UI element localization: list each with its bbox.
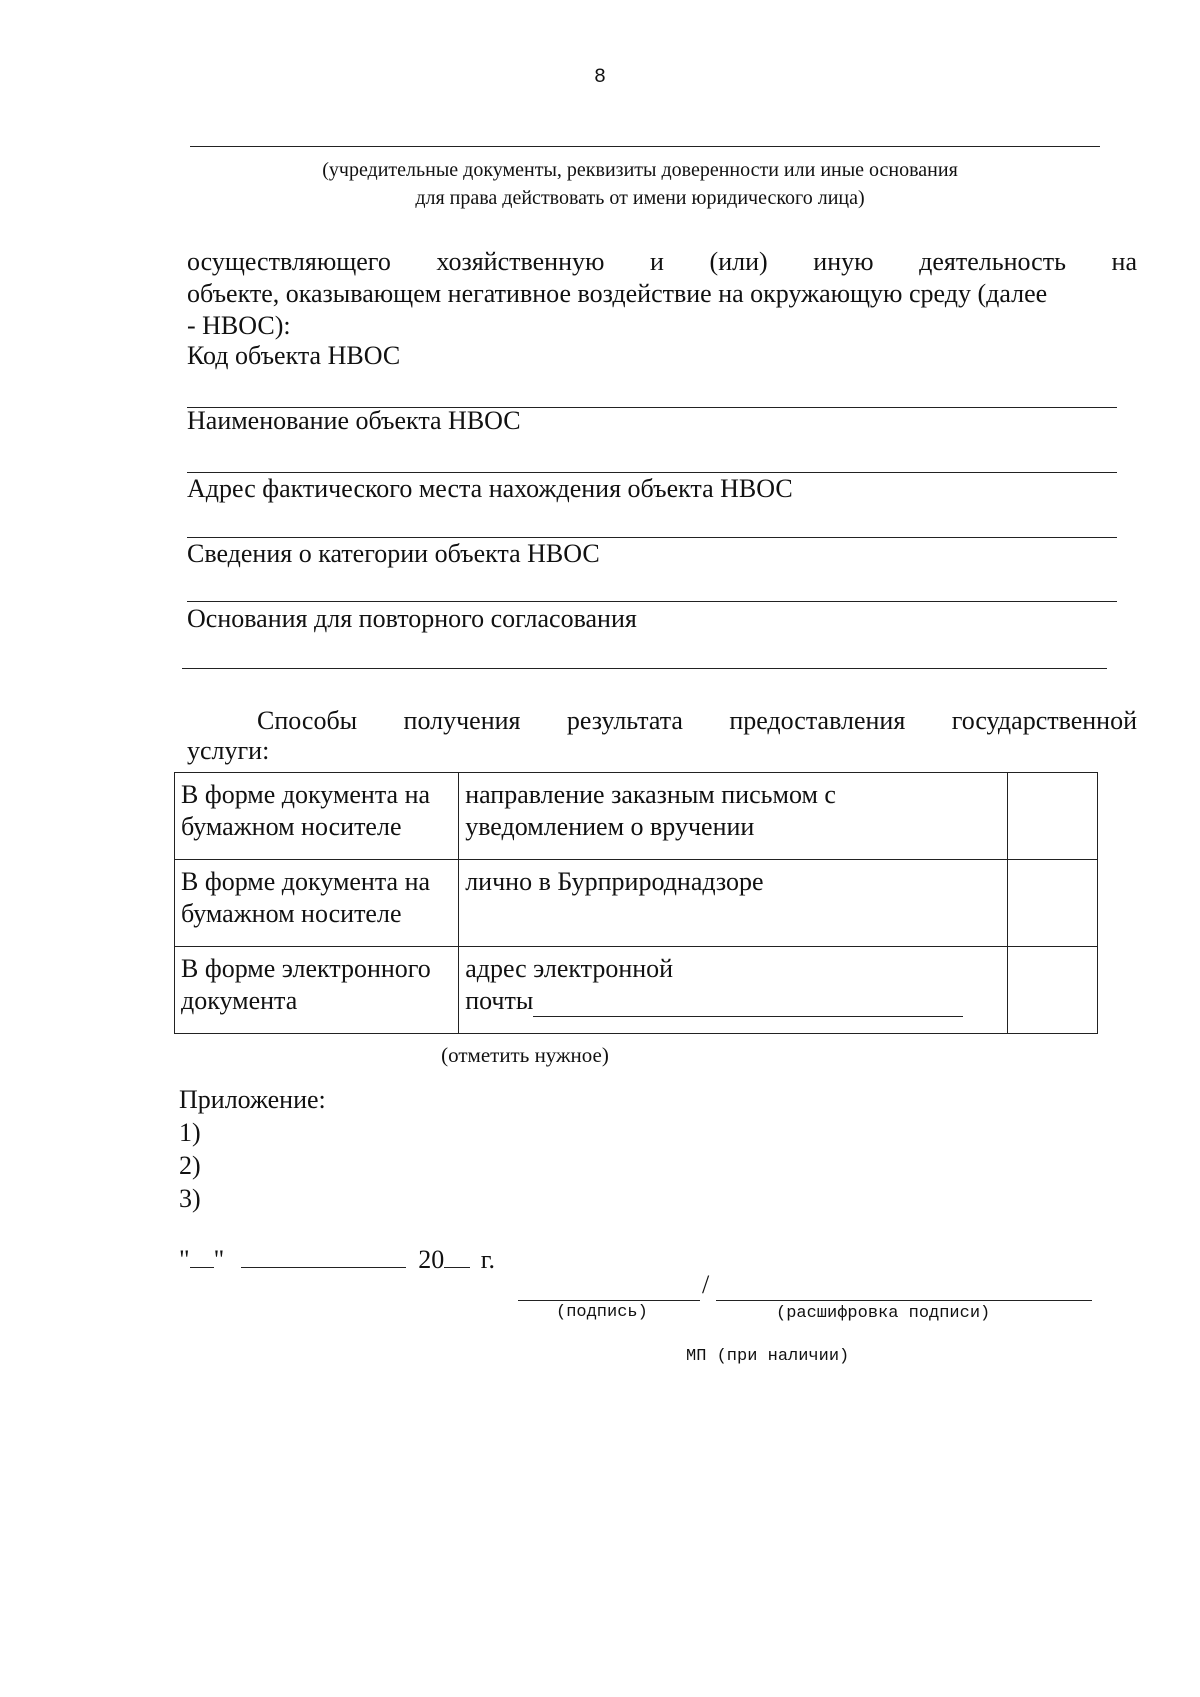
attachment-item: 2) (179, 1151, 201, 1180)
attachment-item: 3) (179, 1184, 201, 1213)
page-number: 8 (593, 66, 606, 89)
email-label-line1: адрес электронной (465, 954, 674, 983)
object-category-label: Сведения о категории объекта НВОС (187, 539, 600, 568)
object-name-label: Наименование объекта НВОС (187, 406, 521, 435)
reapproval-basis-label: Основания для повторного согласования (187, 604, 637, 633)
intro-line1: осуществляющего хозяйственную и (или) иную деятельность на (187, 247, 1137, 276)
signature-line[interactable] (518, 1300, 700, 1301)
year-blank[interactable] (444, 1243, 470, 1268)
result-methods-table (174, 772, 1098, 1034)
signature-slash: / (702, 1270, 710, 1299)
basis-blank-line[interactable] (190, 146, 1100, 147)
methods-heading (187, 706, 1137, 766)
object-code-label: Код объекта НВОС (187, 341, 401, 370)
methods-heading-line2: услуги: (187, 736, 270, 765)
attachments-title: Приложение: (179, 1085, 326, 1114)
year-prefix: 20 (418, 1245, 445, 1274)
table-row (175, 947, 1098, 1034)
basis-caption-line2: для права действовать от имени юридического лица) (415, 187, 865, 209)
checkbox-cell[interactable] (1008, 860, 1098, 947)
method-cell: лично в Бурприроднадзоре (459, 860, 1008, 947)
form-cell: В форме документа на бумажном носителе (175, 773, 459, 860)
reapproval-basis-line[interactable] (182, 668, 1107, 669)
object-address-line[interactable] (187, 537, 1117, 538)
email-row (465, 985, 1001, 1017)
method-cell: направление заказным письмом с уведомлением о вручении (459, 773, 1008, 860)
form-cell: В форме электронного документа (175, 947, 459, 1034)
email-label-line2: почты (465, 986, 534, 1015)
table-row (175, 860, 1098, 947)
intro-line3: - НВОС): (187, 311, 291, 340)
date-quote-close: " (213, 1245, 225, 1274)
email-input-line[interactable] (533, 990, 963, 1017)
object-name-line[interactable] (187, 472, 1117, 473)
year-suffix: г. (480, 1245, 495, 1274)
day-blank[interactable] (190, 1243, 214, 1268)
methods-heading-line1: Способы получения результата предоставления государственной (257, 706, 1137, 735)
form-cell: В форме документа на бумажном носителе (175, 860, 459, 947)
checkbox-cell[interactable] (1008, 773, 1098, 860)
basis-caption-line1: (учредительные документы, реквизиты доверенности или иные основания (322, 159, 958, 181)
checkbox-cell[interactable] (1008, 947, 1098, 1034)
decoding-caption: (расшифровка подписи) (776, 1304, 991, 1323)
mark-needed-note: (отметить нужное) (441, 1043, 609, 1067)
stamp-note: МП (при наличии) (686, 1347, 850, 1366)
date-quote-open: " (179, 1245, 190, 1274)
basis-caption (180, 156, 1100, 212)
attachments-block (179, 1083, 326, 1215)
signature-decoding-line[interactable] (716, 1300, 1092, 1301)
date-line (179, 1243, 495, 1275)
object-address-label: Адрес фактического места нахождения объекта НВОС (187, 474, 793, 503)
intro-line2: объекте, оказывающем негативное воздействие на окружающую среду (далее (187, 279, 1048, 308)
attachment-item: 1) (179, 1118, 201, 1147)
method-cell (459, 947, 1008, 1034)
table-row (175, 773, 1098, 860)
object-category-line[interactable] (187, 601, 1117, 602)
signature-caption: (подпись) (556, 1303, 648, 1322)
intro-paragraph (187, 246, 1137, 342)
month-blank[interactable] (241, 1243, 406, 1268)
